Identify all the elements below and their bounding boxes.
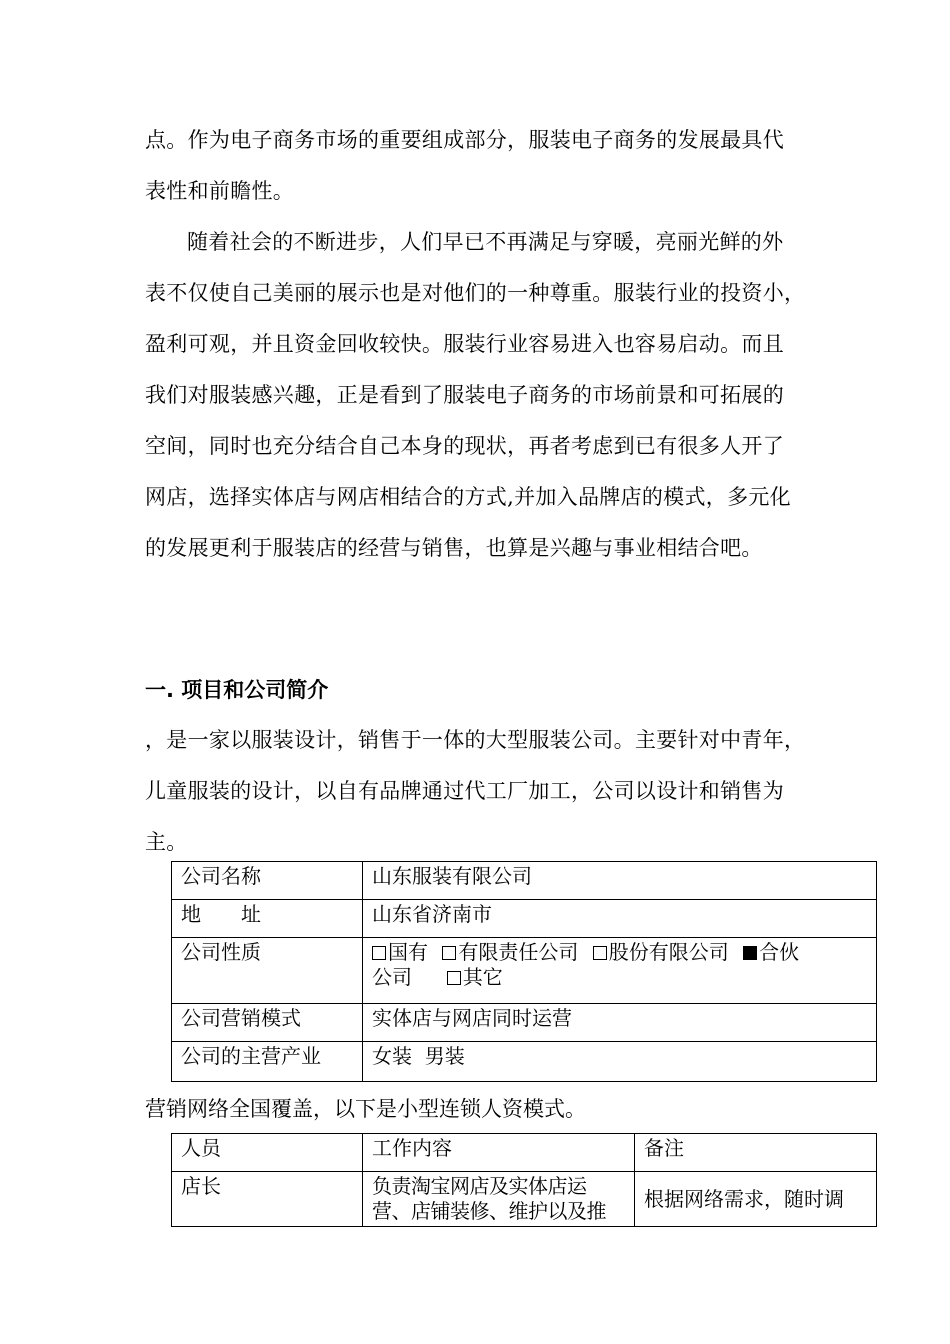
main-industry-value: 女装 男装 bbox=[363, 1042, 877, 1082]
notes-cell: 根据网络需求，随时调 bbox=[635, 1172, 877, 1227]
table-header-row bbox=[172, 1134, 877, 1172]
network-coverage-text: 营销网络全国覆盖，以下是小型连锁人资模式。 bbox=[145, 1097, 586, 1121]
role-cell: 店长 bbox=[172, 1172, 363, 1227]
company-name-value: 山东服装有限公司 bbox=[363, 862, 877, 900]
marketing-mode-value: 实体店与网店同时运营 bbox=[363, 1004, 877, 1042]
table-row bbox=[172, 900, 877, 938]
text-line: 表不仅使自己美丽的展示也是对他们的一种尊重。服装行业的投资小， bbox=[145, 281, 806, 305]
text-line: 表性和前瞻性。 bbox=[145, 179, 295, 203]
text-line: ，是一家以服装设计，销售于一体的大型服装公司。主要针对中青年， bbox=[145, 728, 806, 752]
text-line: 我们对服装感兴趣，正是看到了服装电子商务的市场前景和可拓展的 bbox=[145, 383, 784, 407]
paragraph-1 bbox=[145, 115, 825, 217]
text-line: 儿童服装的设计，以自有品牌通过代工厂加工，公司以设计和销售为 bbox=[145, 779, 784, 803]
company-nature-label: 公司性质 bbox=[172, 938, 363, 1004]
text-line: 盈利可观，并且资金回收较快。服装行业容易进入也容易启动。而且 bbox=[145, 332, 784, 356]
checkbox-filled-icon bbox=[743, 946, 757, 960]
address-value: 山东省济南市 bbox=[363, 900, 877, 938]
text-line: 的发展更利于服装店的经营与销售，也算是兴趣与事业相结合吧。 bbox=[145, 536, 763, 560]
option-state-owned: 国有 bbox=[372, 940, 428, 964]
marketing-mode-label: 公司营销模式 bbox=[172, 1004, 363, 1042]
table-row bbox=[172, 862, 877, 900]
header-staff: 人员 bbox=[172, 1134, 363, 1172]
section-heading: 一. 项目和公司简介 bbox=[145, 678, 329, 702]
staff-table bbox=[171, 1133, 877, 1227]
text-line: 空间，同时也充分结合自己本身的现状，再者考虑到已有很多人开了 bbox=[145, 434, 784, 458]
header-work-content: 工作内容 bbox=[363, 1134, 635, 1172]
text-line: 随着社会的不断进步，人们早已不再满足与穿暖，亮丽光鲜的外 bbox=[187, 230, 784, 254]
option-partnership: 合伙 公司 bbox=[372, 940, 800, 989]
paragraph-2 bbox=[145, 217, 825, 574]
table-row bbox=[172, 1172, 877, 1227]
company-info-table bbox=[171, 861, 877, 1082]
address-label: 地 址 bbox=[172, 900, 363, 938]
option-limited-liability: 有限责任公司 bbox=[442, 940, 578, 964]
option-joint-stock: 股份有限公司 bbox=[593, 940, 729, 964]
checkbox-empty-icon bbox=[593, 946, 607, 960]
intro-paragraph bbox=[145, 715, 825, 868]
main-industry-label: 公司的主营产业 bbox=[172, 1042, 363, 1082]
text-line: 网店，选择实体店与网店相结合的方式,并加入品牌店的模式，多元化 bbox=[145, 485, 791, 509]
checkbox-empty-icon bbox=[372, 946, 386, 960]
table-row bbox=[172, 1004, 877, 1042]
table-row bbox=[172, 1042, 877, 1082]
checkbox-empty-icon bbox=[447, 971, 461, 985]
text-line: 点。作为电子商务市场的重要组成部分，服装电子商务的发展最具代 bbox=[145, 128, 784, 152]
checkbox-empty-icon bbox=[442, 946, 456, 960]
option-other: 其它 bbox=[447, 965, 503, 989]
company-nature-options bbox=[363, 938, 877, 1004]
work-content-cell: 负责淘宝网店及实体店运 营、店铺装修、维护以及推 bbox=[363, 1172, 635, 1227]
company-name-label: 公司名称 bbox=[172, 862, 363, 900]
text-line: 主。 bbox=[145, 830, 188, 854]
table-row bbox=[172, 938, 877, 1004]
header-notes: 备注 bbox=[635, 1134, 877, 1172]
